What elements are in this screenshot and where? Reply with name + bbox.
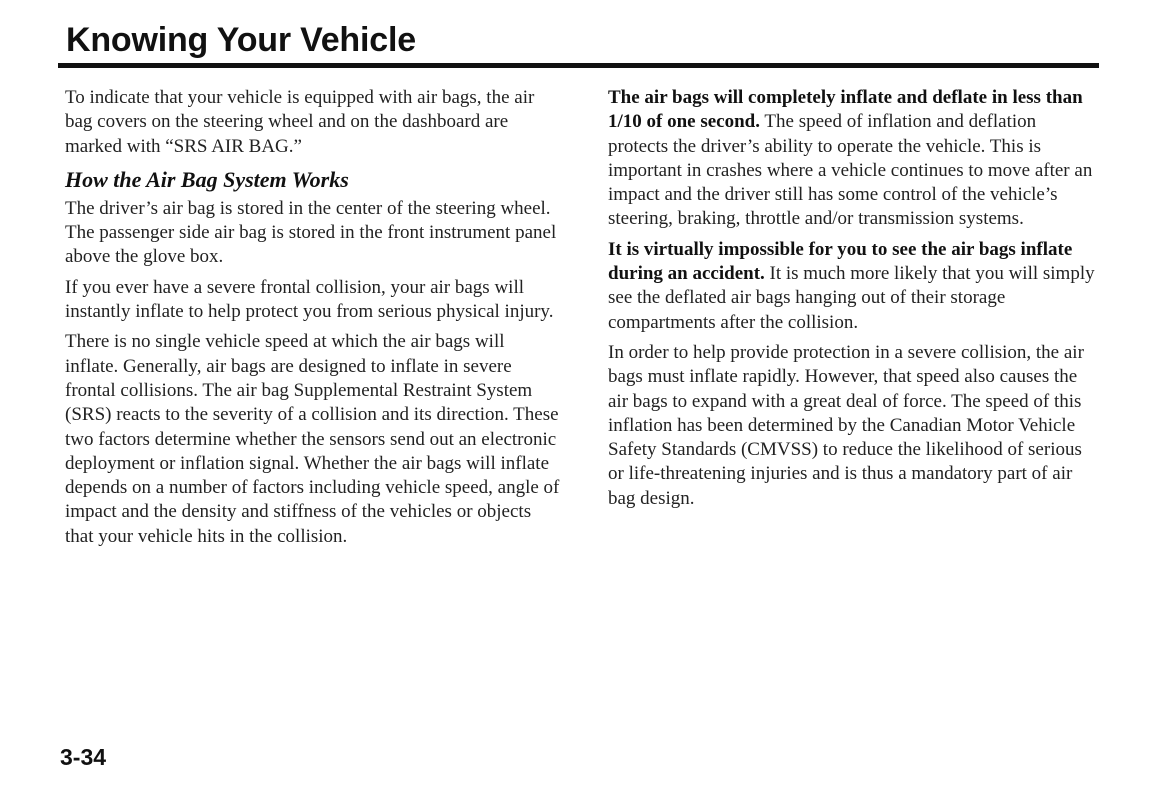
paragraph-visibility bbox=[608, 238, 1100, 335]
page-title: Knowing Your Vehicle bbox=[66, 21, 416, 59]
paragraph-lead: It is virtually impossible for you to see the air bags inflate during an accident. bbox=[608, 238, 1073, 285]
paragraph-frontal-collision: If you ever have a severe frontal collision, your air bags will instantly inflate to help protect you from serious physical injury. bbox=[65, 276, 554, 323]
right-column bbox=[608, 86, 1100, 517]
page-number: 3-34 bbox=[60, 744, 107, 770]
paragraph-cmvss: In order to help provide protection in a severe collision, the air bags must inflate rapidly. However, that speed also causes the air bags to expand with a great deal of force. The speed of this inflation has been determined by the Canadian Motor Vehicle Safety Standards (CMVSS) to reduce the likelihood of serious or life-threatening injuries and is thus a mandatory part of air bag design. bbox=[608, 341, 1084, 509]
section-heading: How the Air Bag System Works bbox=[65, 166, 349, 192]
paragraph-inflation-speed: There is no single vehicle speed at which the air bags will inflate. Generally, air bags are designed to inflate in severe frontal collisions. The air bag Supplemental Restraint System (SRS) reacts to the severity of a collision and its direction. These two factors determine whether the sensors send out an electronic deployment or inflation signal. Whether the air bags will inflate depends on a number of factors including vehicle speed, angle of impact and the density and stiffness of the vehicles or objects that your vehicle hits in the collision. bbox=[65, 331, 560, 547]
intro-paragraph: To indicate that your vehicle is equipped with air bags, the air bag covers on the steering wheel and on the dashboard are marked with “SRS AIR BAG.” bbox=[65, 87, 535, 157]
paragraph-body: It is much more likely that you will simply see the deflated air bags hanging out of their storage compartments after the collision. bbox=[608, 263, 1095, 333]
left-column bbox=[65, 86, 560, 555]
paragraph-inflate-deflate bbox=[608, 86, 1100, 232]
header-rule bbox=[58, 63, 1099, 68]
paragraph-storage: The driver’s air bag is stored in the center of the steering wheel. The passenger side air bag is stored in the front instrument panel above the glove box. bbox=[65, 197, 557, 268]
paragraph-body: The speed of inflation and deflation protects the driver’s ability to operate the vehicle. This is important in crashes where a vehicle continues to move after an impact and the driver still has some control of the vehicle’s steering, braking, throttle and/or transmission systems. bbox=[608, 111, 1093, 230]
paragraph-lead: The air bags will completely inflate and deflate in less than 1/10 of one second. bbox=[608, 87, 1083, 133]
